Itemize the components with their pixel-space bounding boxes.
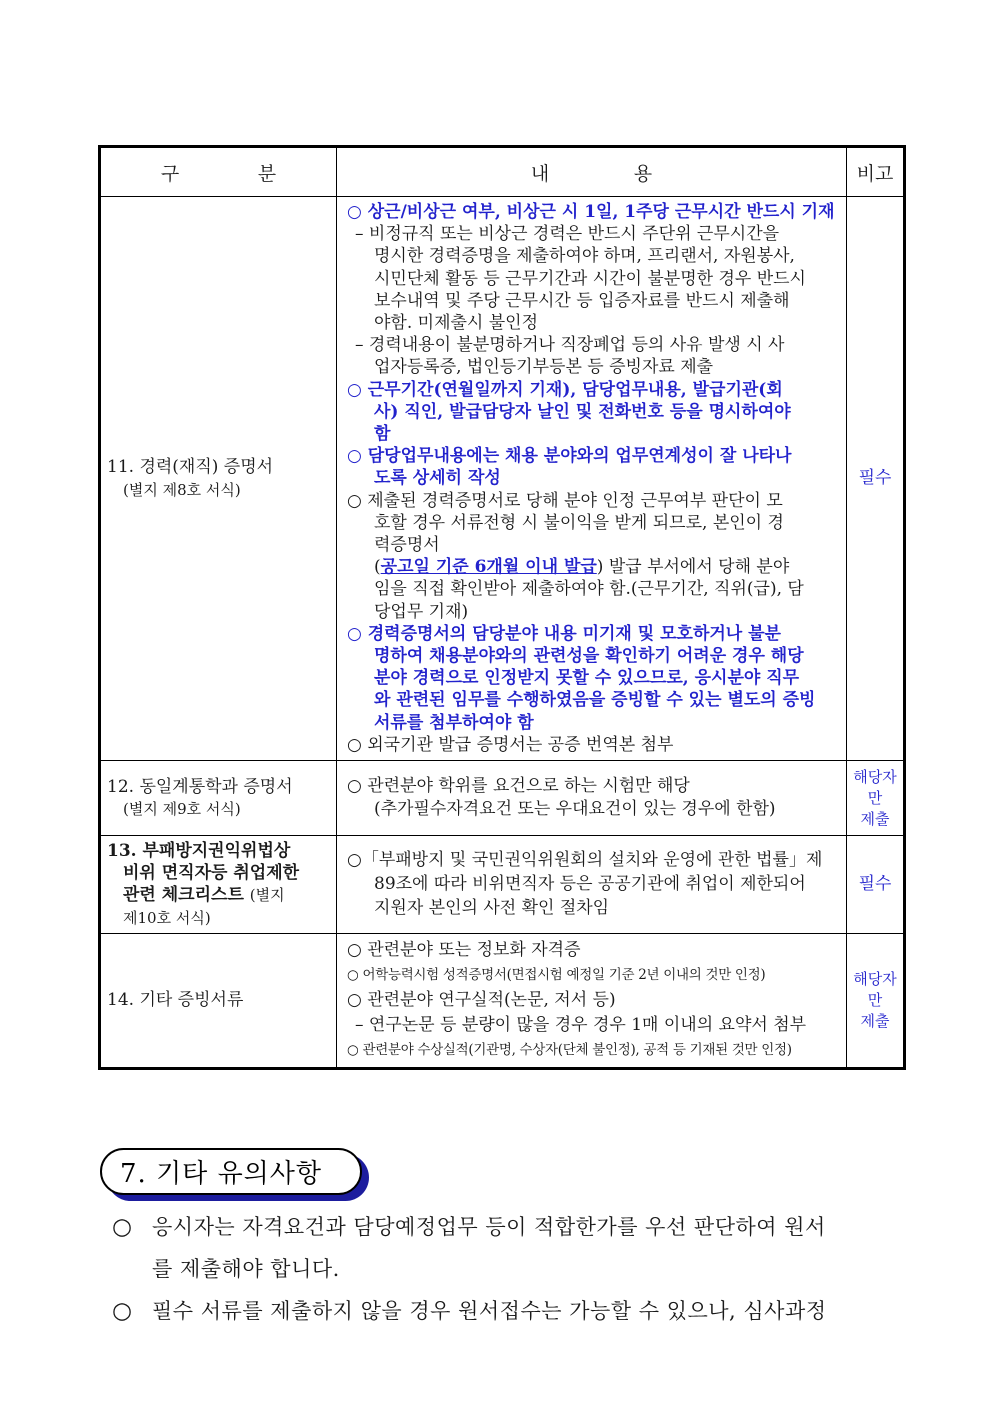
text-segment: 관련 체크리스트 — [123, 885, 250, 906]
text-line — [337, 734, 844, 756]
text-line — [103, 862, 334, 884]
table-row — [100, 836, 905, 934]
text-line — [337, 512, 844, 534]
requirements-table — [98, 145, 906, 1070]
table-header-note: 비고 — [847, 147, 905, 197]
text-segment: ○「부패방지 및 국민권익위원회의 설치와 운영에 관한 법률」제 — [347, 850, 823, 871]
text-line — [337, 379, 844, 401]
text-segment: 11. 경력(재직) 증명서 — [107, 457, 274, 478]
text-segment: 분야 경력으로 인정받지 못할 수 있으므로, 응시분야 직무 — [374, 668, 800, 689]
text-line — [337, 848, 844, 872]
text-line — [848, 874, 902, 895]
content-cell — [337, 836, 847, 934]
text-line — [337, 601, 844, 623]
text-line — [337, 423, 844, 445]
notice-line: 를 제출해야 합니다. — [152, 1257, 340, 1281]
text-segment: 89조에 따라 비위면직자 등은 공공기관에 취업이 제한되어 — [374, 874, 806, 895]
section-heading: 7. 기타 유의사항 — [120, 1159, 323, 1189]
text-line — [103, 798, 334, 820]
note-cell — [847, 933, 905, 1068]
notice-line: 응시자는 자격요건과 담당예정업무 등이 적합한가를 우선 판단하여 원서 — [152, 1215, 826, 1239]
note-cell — [847, 197, 905, 761]
category-cell — [100, 933, 337, 1068]
text-segment: 도록 상세히 작성 — [374, 468, 501, 489]
text-segment: 제출 — [860, 1011, 890, 1030]
text-segment: ○ 경력증명서의 담당분야 내용 미기재 및 모호하거나 불분 — [347, 623, 781, 644]
text-line — [103, 907, 334, 929]
table-header-category: 구 분 — [100, 147, 337, 197]
text-segment: 제출 — [860, 809, 890, 828]
text-segment: ○ 제출된 경력증명서로 당해 분야 인정 근무여부 판단이 모 — [347, 490, 783, 511]
text-line — [103, 989, 334, 1011]
text-line — [337, 1037, 844, 1063]
text-line — [337, 938, 844, 963]
category-cell — [100, 761, 337, 836]
text-segment: – 경력내용이 불분명하거나 직장폐업 등의 사유 발생 시 사 — [355, 335, 785, 356]
text-segment: ( — [374, 557, 381, 578]
text-line — [337, 490, 844, 512]
text-line — [337, 534, 844, 556]
note-cell — [847, 761, 905, 836]
text-segment: ○ 담당업무내용에는 채용 분야와의 업무연계성이 잘 나타나 — [347, 446, 792, 467]
text-line — [337, 268, 844, 290]
text-segment: 야함. 미제출시 불인정 — [374, 313, 539, 334]
text-segment: 함 — [374, 424, 391, 445]
section-heading-box — [100, 1148, 362, 1195]
text-segment: ) 발급 부서에서 당해 분야 — [596, 557, 790, 578]
text-segment: 당업무 기재) — [374, 601, 469, 622]
notice-text — [152, 1206, 826, 1290]
text-line — [103, 840, 334, 862]
text-segment: (별지 제9호 서식) — [123, 800, 241, 819]
text-line — [337, 290, 844, 312]
notice-text — [152, 1290, 827, 1332]
text-line — [103, 776, 334, 798]
text-segment: 사) 직인, 발급담당자 날인 및 전화번호 등을 명시하여야 — [374, 401, 791, 422]
text-segment: ○ 외국기관 발급 증명서는 공증 번역본 첨부 — [347, 734, 674, 755]
text-segment: 서류를 첨부하여야 함 — [374, 712, 534, 733]
text-line — [337, 1013, 844, 1038]
text-line — [337, 201, 844, 223]
text-line — [103, 456, 334, 478]
text-line — [337, 988, 844, 1013]
text-line — [337, 245, 844, 267]
text-line — [337, 312, 844, 334]
content-cell — [337, 197, 847, 761]
text-segment: ○ 관련분야 또는 정보화 자격증 — [347, 939, 581, 960]
text-line — [337, 334, 844, 356]
text-segment: (추가필수자격요건 또는 우대요건이 있는 경우에 한함) — [374, 799, 776, 820]
circle-bullet-icon: ○ — [112, 1298, 133, 1324]
text-segment: 필수 — [858, 873, 892, 894]
text-segment: 호할 경우 서류전형 시 불이익을 받게 되므로, 본인이 경 — [374, 512, 784, 533]
text-segment: – 비정규직 또는 비상근 경력은 반드시 주단위 근무시간을 — [355, 224, 780, 245]
text-line — [848, 1011, 902, 1032]
text-segment: 12. 동일계통학과 증명서 — [107, 776, 293, 797]
text-segment: ○ 근무기간(연월일까지 기재), 담당업무내용, 발급기관(회 — [347, 379, 783, 400]
text-segment: ○ 상근/비상근 여부, 비상근 시 1일, 1주당 근무시간 반드시 기재 — [347, 202, 835, 222]
text-segment: ○ 어학능력시험 성적증명서(면접시험 예정일 기준 2년 이내의 것만 인정) — [347, 967, 766, 984]
text-segment: 명하여 채용분야와의 관련성을 확인하기 어려운 경우 해당 — [374, 646, 804, 667]
text-line — [103, 884, 334, 906]
text-segment: 제10호 서식) — [123, 908, 211, 927]
notice-item — [112, 1290, 942, 1332]
text-segment: 공고일 기준 6개월 이내 발급 — [380, 557, 597, 578]
text-segment: 비위 면직자등 취업제한 — [123, 863, 300, 884]
text-line — [337, 896, 844, 920]
text-segment: 력증명서 — [374, 535, 440, 556]
table-row — [100, 197, 905, 761]
text-line — [103, 479, 334, 501]
text-line — [848, 468, 902, 489]
text-segment: ○ 관련분야 학위를 요건으로 하는 시험만 해당 — [347, 776, 690, 797]
notice-item — [112, 1206, 942, 1290]
text-segment: – 연구논문 등 분량이 많을 경우 경우 1매 이내의 요약서 첨부 — [355, 1014, 807, 1035]
text-segment: 임을 직접 확인받아 제출하여야 함.(근무기간, 직위(급), 담 — [374, 579, 804, 600]
text-segment: 해당자만 — [853, 969, 897, 1009]
text-segment: 와 관련된 임무를 수행하였음을 증빙할 수 있는 별도의 증빙 — [374, 690, 816, 711]
text-line — [337, 689, 844, 711]
text-line — [337, 401, 844, 423]
table-row — [100, 761, 905, 836]
text-line — [337, 645, 844, 667]
text-line — [337, 223, 844, 245]
text-line — [337, 962, 844, 988]
notice-list — [112, 1206, 942, 1332]
text-segment: 지원자 본인의 사전 확인 절차임 — [374, 898, 610, 919]
text-segment: ○ 관련분야 수상실적(기관명, 수상자(단체 불인정), 공적 등 기재된 것만 인정) — [347, 1042, 792, 1059]
text-segment: 필수 — [858, 468, 892, 489]
text-segment: 해당자만 — [853, 767, 897, 807]
text-segment: 14. 기타 증빙서류 — [107, 990, 244, 1011]
text-line — [337, 667, 844, 689]
content-cell — [337, 761, 847, 836]
content-cell — [337, 933, 847, 1068]
text-line — [337, 798, 844, 821]
text-line — [337, 356, 844, 378]
text-line — [848, 809, 902, 830]
notice-line: 필수 서류를 제출하지 않을 경우 원서접수는 가능할 수 있으나, 심사과정 — [152, 1299, 827, 1323]
text-line — [337, 556, 844, 578]
text-segment: (별지 — [249, 886, 285, 905]
table-row — [100, 933, 905, 1068]
note-cell — [847, 836, 905, 934]
text-line — [337, 712, 844, 734]
circle-bullet-icon: ○ — [112, 1214, 133, 1240]
category-cell — [100, 836, 337, 934]
text-line — [848, 969, 902, 1011]
category-cell — [100, 197, 337, 761]
text-segment: 13. 부패방지권익위법상 — [107, 841, 291, 862]
text-line — [337, 623, 844, 645]
text-line — [337, 467, 844, 489]
text-line — [337, 872, 844, 896]
text-line — [848, 767, 902, 809]
text-segment: (별지 제8호 서식) — [123, 480, 241, 499]
text-segment: 명시한 경력증명을 제출하여야 하며, 프리랜서, 자원봉사, — [374, 246, 795, 267]
table-header-row — [100, 147, 905, 197]
text-segment: 업자등록증, 법인등기부등본 등 증빙자료 제출 — [374, 357, 714, 378]
text-line — [337, 578, 844, 600]
text-line — [337, 775, 844, 798]
text-segment: 시민단체 활동 등 근무기간과 시간이 불분명한 경우 반드시 — [374, 268, 806, 289]
table-header-content: 내 용 — [337, 147, 847, 197]
text-line — [337, 445, 844, 467]
text-segment: 보수내역 및 주당 근무시간 등 입증자료를 반드시 제출해 — [374, 290, 790, 311]
text-segment: ○ 관련분야 연구실적(논문, 저서 등) — [347, 990, 616, 1011]
